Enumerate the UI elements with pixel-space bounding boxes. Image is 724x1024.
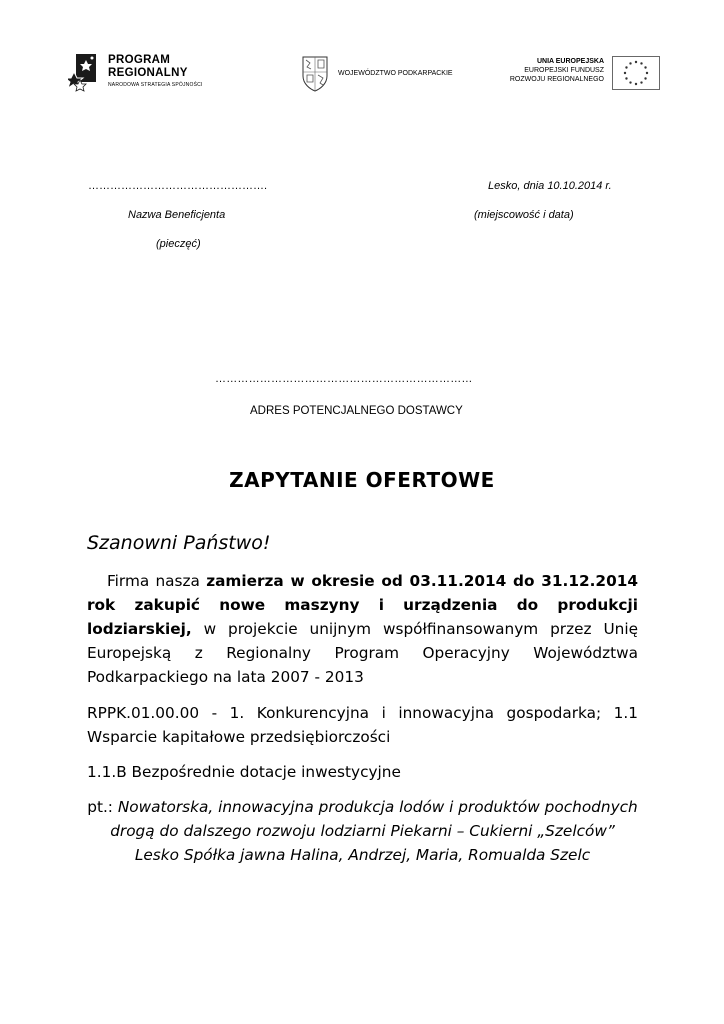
paragraph-program-measure: RPPK.01.00.00 - 1. Konkurencyjna i innowacyjna gospodarka; 1.1 Wsparcie kapitałowe przedsiębiorczości [87, 704, 638, 746]
eu-star [640, 62, 642, 64]
eu-flag-icon [612, 56, 660, 90]
eu-star [629, 81, 631, 83]
supplier-address-label: ADRES POTENCJALNEGO DOSTAWCY [250, 405, 463, 417]
stamp-label: (pieczęć) [156, 238, 201, 250]
program-logo-line1: PROGRAM [108, 54, 171, 66]
place-and-date: Lesko, dnia 10.10.2014 r. [488, 180, 612, 192]
eu-star [644, 66, 646, 68]
program-regionalny-logo [68, 50, 218, 96]
project-title-text: Nowatorska, innowacyjna produkcja lodów i produktów pochodnych drogą do dalszego rozwoju lodziarni Piekarni – Cukierni „Szelców” Lesko Spółka jawna Halina, Andrzej, Maria, Romualda Szelc [110, 798, 638, 864]
paragraph-intro-bold: zamierza w okresie od 03.11.2014 do 31.12.2014 rok zakupić nowe maszyny i urządzenia do produkcji lodziarskiej, [87, 572, 639, 638]
eu-star [640, 81, 642, 83]
eu-star [646, 72, 648, 74]
eu-line1: UNIA EUROPEJSKA [536, 58, 604, 65]
eu-star [625, 77, 627, 79]
address-dots: …………………………………………………………… [215, 373, 473, 385]
beneficiary-label: Nazwa Beneficjenta [128, 209, 226, 221]
paragraph-intro-rest: w projekcie unijnym współfinansowanym przez Unię Europejską z Regionalny Program Operacyjny Województwa Podkarpackiego na lata 2007 - 2013 [87, 620, 638, 686]
beneficiary-dots: …………………………………………. [88, 180, 268, 192]
program-logo-line3: NARODOWA STRATEGIA SPÓJNOŚCI [108, 82, 203, 88]
eu-star [625, 66, 627, 68]
eu-star [624, 72, 626, 74]
greeting: Szanowni Państwo! [87, 532, 271, 554]
eu-line2: EUROPEJSKI FUNDUSZ [524, 67, 604, 74]
paragraph-project-title [87, 795, 638, 867]
eu-text-block [510, 57, 604, 84]
eu-star [635, 61, 637, 63]
voivodeship-label: WOJEWÓDZTWO PODKARPACKIE [338, 70, 453, 77]
program-logo-line2: REGIONALNY [108, 67, 188, 79]
eu-star [629, 62, 631, 64]
paragraph-intro [87, 569, 638, 689]
eu-star [635, 83, 637, 85]
coat-of-arms-icon [302, 56, 328, 92]
paragraph-intro-lead: Firma nasza [107, 572, 207, 590]
project-title-prefix: pt.: [87, 798, 118, 816]
document-title: ZAPYTANIE OFERTOWE [229, 468, 495, 492]
eu-line3: ROZWOJU REGIONALNEGO [509, 76, 604, 83]
place-date-label: (miejscowość i data) [474, 209, 574, 221]
program-regionalny-star-logo-icon [68, 50, 98, 96]
paragraph-submeasure: 1.1.B Bezpośrednie dotacje inwestycyjne [87, 763, 401, 781]
eu-star [644, 77, 646, 79]
